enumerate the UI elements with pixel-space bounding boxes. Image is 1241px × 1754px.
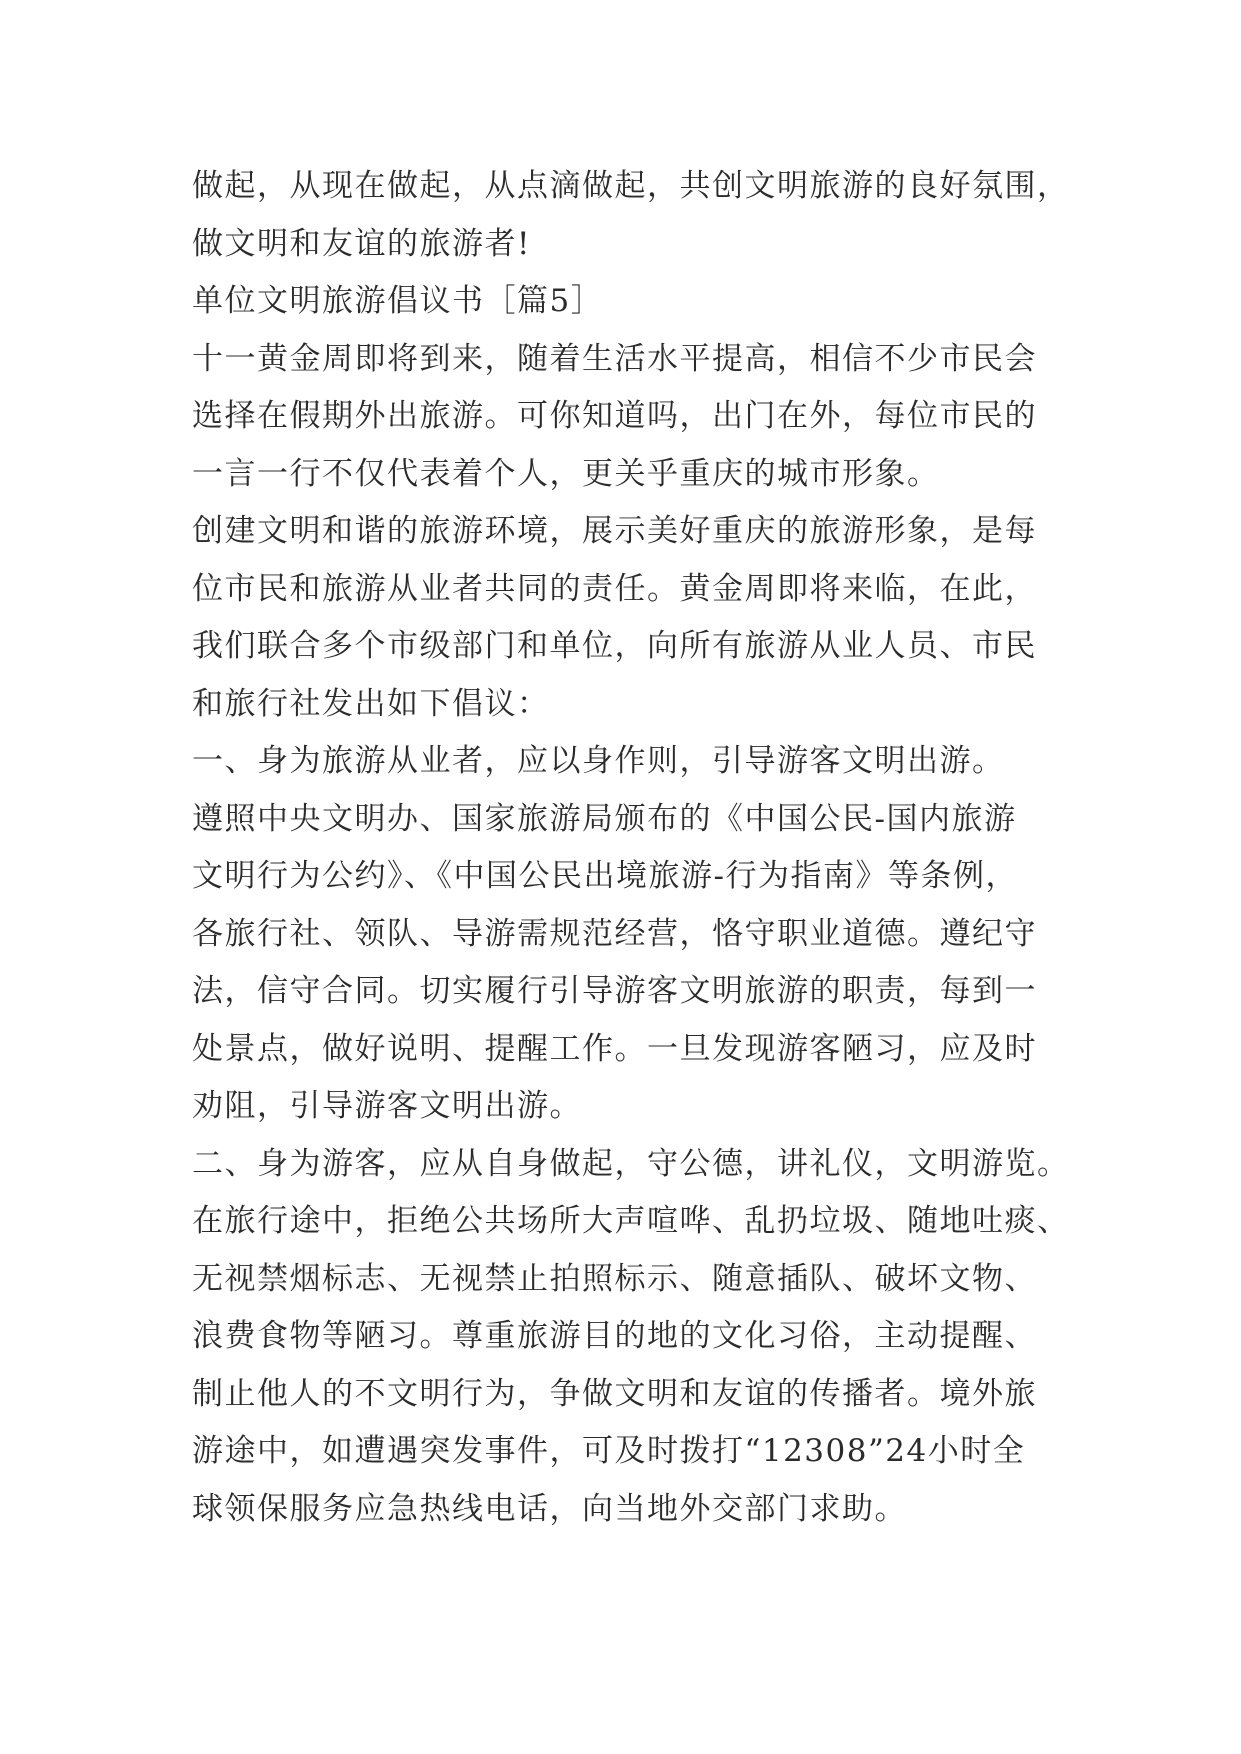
text-line: 游途中，如遭遇突发事件，可及时拨打“12308”24小时全 bbox=[192, 1433, 1026, 1469]
text-line: 位市民和旅游从业者共同的责任。黄金周即将来临，在此， bbox=[192, 570, 1037, 607]
text-line: 在旅行途中，拒绝公共场所大声喧哗、乱扔垃圾、随地吐痰、 bbox=[192, 1203, 1070, 1239]
document-body bbox=[192, 158, 1092, 1538]
text-line: 和旅行社发出如下倡议： bbox=[192, 685, 550, 722]
text-line: 浪费食物等陋习。尊重旅游目的地的文化习俗，主动提醒、 bbox=[192, 1318, 1037, 1354]
text-line: 制止他人的不文明行为，争做文明和友谊的传播者。境外旅 bbox=[192, 1375, 1037, 1412]
text-line: 我们联合多个市级部门和单位，向所有旅游从业人员、市民 bbox=[192, 628, 1037, 664]
text-line: 球领保服务应急热线电话，向当地外交部门求助。 bbox=[192, 1490, 907, 1527]
text-line: 选择在假期外出旅游。可你知道吗，出门在外，每位市民的 bbox=[192, 398, 1037, 434]
text-line: 做文明和友谊的旅游者! bbox=[192, 225, 531, 262]
text-line: 遵照中央文明办、国家旅游局颁布的《中国公民-国内旅游 bbox=[192, 800, 1017, 837]
text-line: 创建文明和谐的旅游环境，展示美好重庆的旅游形象，是每 bbox=[192, 513, 1037, 549]
section-heading: 单位文明旅游倡议书［篇5］ bbox=[192, 283, 604, 319]
text-line: 法，信守合同。切实履行引导游客文明旅游的职责，每到一 bbox=[192, 973, 1037, 1009]
text-line: 无视禁烟标志、无视禁止拍照标示、随意插队、破坏文物、 bbox=[192, 1260, 1037, 1297]
text-line: 处景点，做好说明、提醒工作。一旦发现游客陋习，应及时 bbox=[192, 1030, 1037, 1067]
text-line: 一言一行不仅代表着个人，更关乎重庆的城市形象。 bbox=[192, 455, 940, 492]
text-line: 各旅行社、领队、导游需规范经营，恪守职业道德。遵纪守 bbox=[192, 915, 1037, 952]
text-line: 劝阻，引导游客文明出游。 bbox=[192, 1088, 582, 1124]
text-line: 十一黄金周即将到来，随着生活水平提高，相信不少市民会 bbox=[192, 340, 1037, 377]
text-line: 二、身为游客，应从自身做起，守公德，讲礼仪，文明游览。 bbox=[192, 1145, 1070, 1182]
text-line: 一、身为旅游从业者，应以身作则，引导游客文明出游。 bbox=[192, 743, 1005, 779]
text-line: 文明行为公约》、《中国公民出境旅游-行为指南》等条例， bbox=[192, 858, 1018, 894]
text-line: 做起，从现在做起，从点滴做起，共创文明旅游的良好氛围， bbox=[192, 168, 1070, 204]
